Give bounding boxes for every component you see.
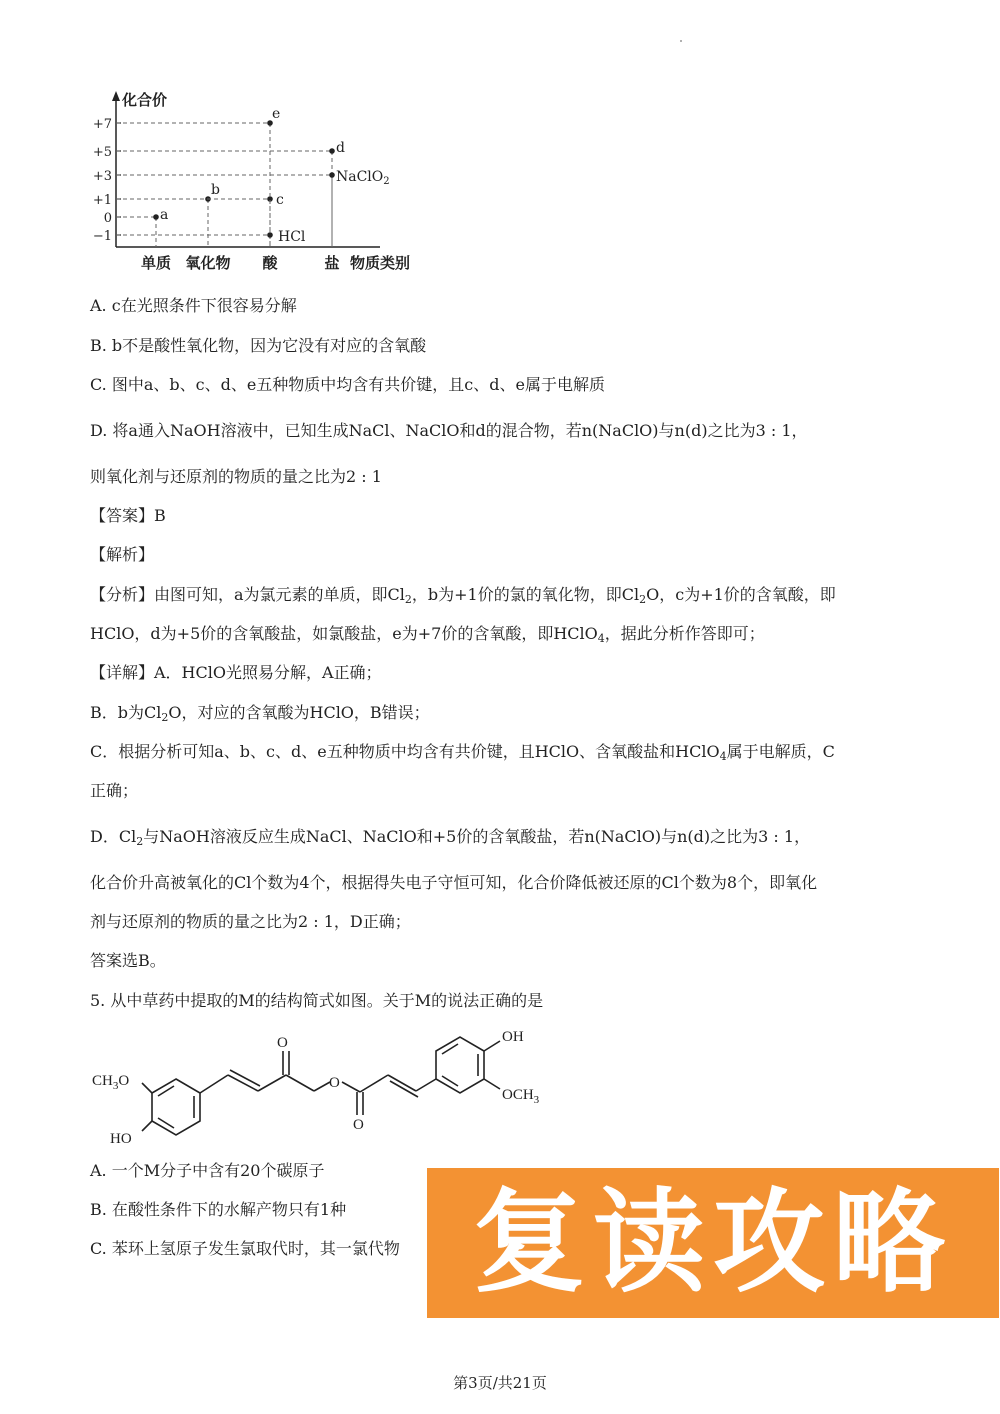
data-point-label: e	[272, 106, 281, 122]
q5-option-c: C. 苯环上氢原子发生氯取代时，其一氯代物	[90, 1239, 400, 1258]
och3-right-label: $OCH_3$	[502, 1087, 540, 1106]
y-axis-arrow	[112, 91, 120, 101]
stray-dot	[680, 40, 682, 42]
x-category-label: 盐	[324, 254, 340, 272]
q4-detail-d-line2: 化合价升高被氧化的Cl个数为4个，根据得失电子守恒可知，化合价降低被还原的Cl个数为8个，即氧化	[90, 873, 818, 892]
valence-chart	[90, 85, 430, 275]
data-point-label: HCl	[278, 229, 306, 245]
q4-detail-d-line3: 剂与还原剂的物质的量之比为2 : 1，D正确；	[90, 912, 411, 931]
oh-right-label: OH	[502, 1029, 524, 1045]
q4-fenxi-line2: HClO，d为+5价的含氧酸盐，如氯酸盐，e为+7价的含氧酸，即HClO$_4$，据此分析作答即可；	[90, 624, 765, 645]
q4-option-a: A. c在光照条件下很容易分解	[90, 296, 297, 315]
y-tick-label: +7	[92, 117, 112, 132]
q5-option-b: B. 在酸性条件下的水解产物只有1种	[90, 1200, 347, 1219]
x-category-label: 氧化物	[185, 254, 231, 272]
x-category-label: 单质	[140, 254, 172, 272]
q4-option-d-line1: D. 将a通入NaOH溶液中，已知生成NaCl、NaClO和d的混合物，若n(NaClO)与n(d)之比为3 : 1，	[90, 421, 808, 440]
ch3o-left-label: $CH_3O$	[92, 1073, 130, 1092]
ketone-o-label: O	[277, 1035, 288, 1051]
data-point	[267, 232, 273, 238]
data-point-label: d	[336, 140, 345, 156]
y-tick-label: +5	[92, 145, 112, 160]
q4-option-d-line2: 则氧化剂与还原剂的物质的量之比为2 : 1	[90, 467, 382, 486]
y-tick-label: −1	[92, 229, 112, 244]
q4-detail-c-line1: C．根据分析可知a、b、c、d、e五种物质中均含有共价键，且HClO、含氧酸盐和HClO$_4$属于电解质，C	[90, 742, 835, 763]
page-footer: 第3页/共21页	[453, 1374, 547, 1392]
x-axis-label: 物质类别	[350, 254, 411, 272]
y-tick-label: 0	[103, 211, 112, 226]
x-category-label: 酸	[262, 254, 278, 272]
data-point	[329, 148, 335, 154]
structure-diagram-m	[88, 1025, 558, 1150]
q4-final-answer: 答案选B。	[90, 951, 166, 970]
ester-o-label: O	[329, 1075, 340, 1091]
data-point-label: a	[160, 207, 169, 223]
y-tick-label: +1	[92, 193, 112, 208]
q5-stem: 5. 从中草药中提取的M的结构简式如图。关于M的说法正确的是	[90, 991, 544, 1010]
q4-analysis-heading: 【解析】	[90, 545, 155, 564]
data-point-label: c	[276, 192, 284, 208]
q4-answer: 【答案】B	[90, 506, 166, 525]
data-point	[153, 214, 159, 220]
q4-option-c: C. 图中a、b、c、d、e五种物质中均含有共价键，且c、d、e属于电解质	[90, 375, 605, 394]
q4-detail-a: 【详解】A．HClO光照易分解，A正确；	[90, 663, 382, 682]
data-point-label: b	[211, 182, 220, 198]
data-point-label: NaClO$_2$	[336, 169, 390, 187]
ho-left-label: HO	[110, 1131, 132, 1147]
carbonyl-o-label: O	[353, 1117, 364, 1133]
q4-fenxi-line1: 【分析】由图可知，a为氯元素的单质，即$Cl_2$，b为+1价的氯的氧化物，即$Cl_2O$，c为+1价的含氧酸，即	[90, 585, 836, 606]
y-tick-label: +3	[92, 169, 112, 184]
q4-detail-d-line1: D．$Cl_2$与NaOH溶液反应生成NaCl、NaClO和+5价的含氧酸盐，若n(NaClO)与n(d)之比为3 : 1，	[90, 827, 811, 848]
watermark-banner	[427, 1168, 999, 1318]
q4-detail-b: B．b为$Cl_2O$，对应的含氧酸为HClO，B错误；	[90, 703, 430, 724]
y-axis-label: 化合价	[122, 91, 168, 109]
q4-detail-c-line2: 正确；	[90, 781, 139, 800]
q5-option-a: A. 一个M分子中含有20个碳原子	[90, 1161, 325, 1180]
q4-option-b: B. b不是酸性氧化物，因为它没有对应的含氧酸	[90, 336, 427, 355]
watermark-text: 复读攻略	[473, 1178, 953, 1308]
data-point	[329, 172, 335, 178]
